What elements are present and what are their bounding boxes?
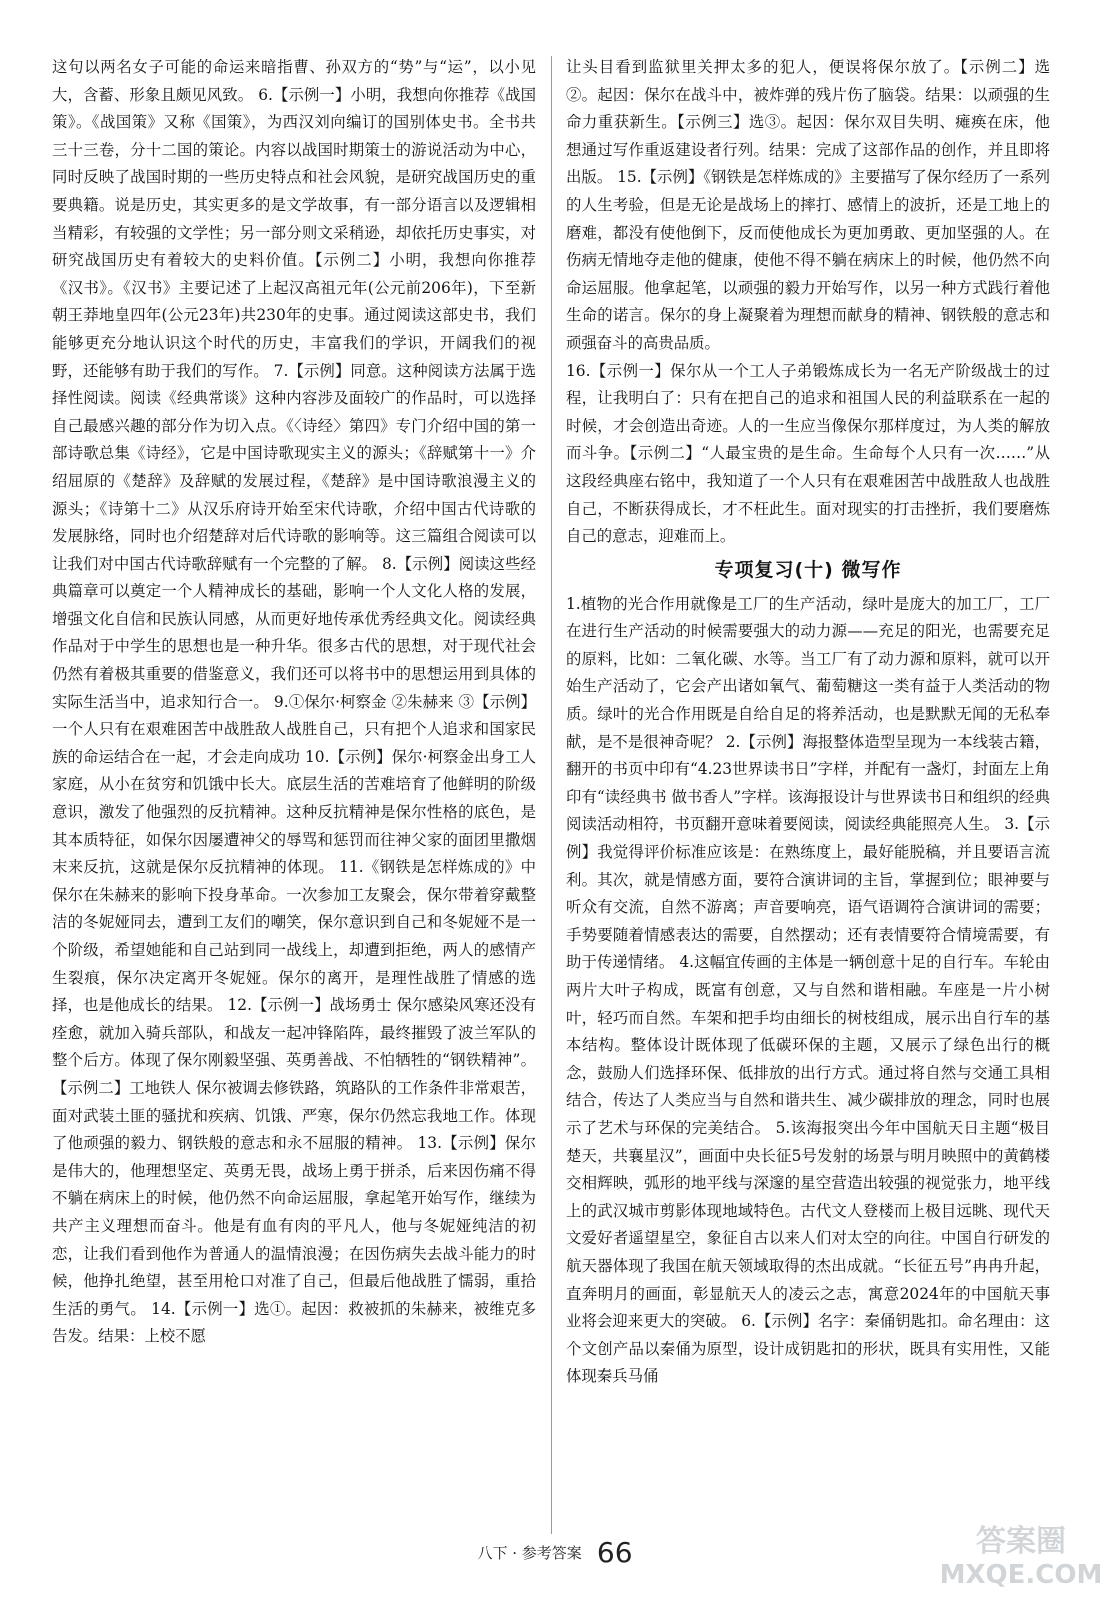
right-column xyxy=(566,54,1050,1391)
column-divider xyxy=(551,56,552,1534)
page-number: 66 xyxy=(596,1536,633,1569)
watermark-logo xyxy=(936,1524,1106,1596)
section-title: 专项复习(十) 微写作 xyxy=(714,558,902,581)
answer-text: 1.植物的光合作用就像是工厂的生产活动，绿叶是庞大的加工厂，工厂在进行生产活动的时候需要强大的动力源——充足的阳光，也需要充足的原料，比如：二氧化碳、水等。当工厂有了动力源和原料，就可以开始生产活动了，它会产出诸如氧气、葡萄糖这一类有益于人类活动的物质。绿叶的光合作用既是自给自足的将养活动，也是默默无闻的无私奉献，是不是很神奇呢？ 2.【示例】海报整体造型呈现为一本线装古籍，翻开的书页中印有“4.23世界读书日”字样，并配有一盏灯，封面左上角印有“读经典书 做书香人”字样。该海报设计与世界读书日和组织的经典阅读活动相符，书页翻开意味着要阅读，阅读经典能照亮人生。 3.【示例】我觉得评价标准应该是：在熟练度上，最好能脱稿，并且要语言流利。其次，就是情感方面，要符合演讲词的主旨，掌握到位；眼神要与听众有交流，自然不游离；声音要响亮，语气语调符合演讲词的需要；手势要随着情感表达的需要，自然摆动；还有表情要符合情境需要，有助于传递情绪。 4.这幅宜传画的主体是一辆创意十足的自行车。车轮由两片大叶子构成，既富有创意，又与自然和谐相融。车座是一片小树叶，轻巧而自然。车架和把手均由细长的树枝组成，展示出自行车的基本结构。整体设计既体现了低碳环保的主题，又展示了绿色出行的概念，鼓励人们选择环保、低排放的出行方式。通过将自然与交通工具相结合，传达了人类应当与自然和谐共生、减少碳排放的理念，同时也展示了艺术与环保的完美结合。 5.该海报突出今年中国航天日主题“极目楚天，共襄星汉”，画面中央长征5号发射的场景与明月映照中的黄鹤楼交相辉映，弧形的地平线与深邃的星空营造出较强的视觉张力，地平线上的武汉城市剪影体现地域特色。古代文人登楼而上极目远眺、现代天文爱好者遥望星空，象征自古以来人们对太空的向往。中国自行研发的航天器体现了我国在航天领域取得的杰出成就。“长征五号”冉冉升起，直奔明月的画面，彰显航天人的凌云之志，寓意2024年的中国航天事业将会迎来更大的突破。 6.【示例】名字：秦俑钥匙扣。命名理由：这个文创产品以秦俑为原型，设计成钥匙扣的形状，既具有实用性，又能体现秦兵马俑 xyxy=(566,594,1050,1386)
left-column xyxy=(52,54,536,1351)
watermark-top: 答案圈 xyxy=(976,1524,1066,1559)
answer-text: 16.【示例一】保尔从一个工人子弟锻炼成长为一名无产阶级战士的过程，让我明白了：只有在把自己的追求和祖国人民的利益联系在一起的时候，才会创造出奇迹。人的一生应当像保尔那样度过，为人类的解放而斗争。【示例二】“人最宝贵的是生命。生命每个人只有一次……”从这段经典座右铭中，我知道了一个人只有在艰难困苦中战胜敌人也战胜自己，不断获得成长，才不枉此生。面对现实的打击挫折，我们要磨炼自己的意志，迎难而上。 xyxy=(566,361,1050,546)
footer-label: 八下 · 参考答案 xyxy=(477,1544,582,1562)
answer-text: 这句以两名女子可能的命运来暗指曹、孙双方的“势”与“运”，以小见大，含蓄、形象且颇见风致。 6.【示例一】小明，我想向你推荐《战国策》。《战国策》又称《国策》，为西汉刘向编订的国别体史书。全书共三十三卷，分十二国的策论。内容以战国时期策士的游说活动为中心，同时反映了战国时期的一些历史特点和社会风貌，是研究战国历史的重要典籍。说是历史，其实更多的是文学故事，有一部分语言以及逻辑相当精彩，有较强的文学性；另一部分则文采稍逊，却依托历史事实，对研究战国历史有着较大的史料价值。【示例二】小明，我想向你推荐《汉书》。《汉书》主要记述了上起汉高祖元年(公元前206年)，下至新朝王莽地皇四年(公元23年)共230年的史事。通过阅读这部史书，我们能够更充分地认识这个时代的历史，丰富我们的学识，开阔我们的视野，还能够有助于我们的写作。 7.【示例】同意。这种阅读方法属于选择性阅读。阅读《经典常谈》这种内容涉及面较广的作品时，可以选择自己最感兴趣的部分作为切入点。《〈诗经〉第四》专门介绍中国的第一部诗歌总集《诗经》，它是中国诗歌现实主义的源头；《辞赋第十一》介绍屈原的《楚辞》及辞赋的发展过程，《楚辞》是中国诗歌浪漫主义的源头；《诗第十二》从汉乐府诗开始至宋代诗歌，介绍中国古代诗歌的发展脉络，同时也介绍楚辞对后代诗歌的影响等。这三篇组合阅读可以让我们对中国古代诗歌辞赋有一个完整的了解。 8.【示例】阅读这些经典篇章可以奠定一个人精神成长的基础，影响一个人文化人格的发展，增强文化自信和民族认同感，从而更好地传承优秀经典文化。阅读经典作品对于中学生的思想也是一种升华。很多古代的思想，对于现代社会仍然有着极其重要的借鉴意义，我们还可以将书中的思想运用到具体的实际生活当中，追求知行合一。 9.①保尔·柯察金 ②朱赫来 ③【示例】一个人只有在艰难困苦中战胜敌人战胜自己，只有把个人追求和国家民族的命运结合在一起，才会走向成功 10.【示例】保尔·柯察金出身工人家庭，从小在贫穷和饥饿中长大。底层生活的苦难培育了他鲜明的阶级意识，激发了他强烈的反抗精神。这种反抗精神是保尔性格的底色，是其本质特征，如保尔因屡遭神父的辱骂和惩罚而往神父家的面团里撒烟末来反抗，这就是保尔反抗精神的体现。 11.《钢铁是怎样炼成的》中保尔在朱赫来的影响下投身革命。一次参加工友聚会，保尔带着穿戴整洁的冬妮娅同去，遭到工友们的嘲笑，保尔意识到自己和冬妮娅不是一个阶级，希望她能和自己站到同一战线上，却遭到拒绝，两人的感情产生裂痕，保尔决定离开冬妮娅。保尔的离开，是理性战胜了情感的选择，也是他成长的结果。 12.【示例一】战场勇士 保尔感染风寒还没有痊愈，就加入骑兵部队，和战友一起冲锋陷阵，最终摧毁了波兰军队的整个后方。体现了保尔刚毅坚强、英勇善战、不怕牺牲的“钢铁精神”。【示例二】工地铁人 保尔被调去修铁路，筑路队的工作条件非常艰苦，面对武装土匪的骚扰和疾病、饥饿、严寒，保尔仍然忘我地工作。体现了他顽强的毅力、钢铁般的意志和永不屈服的精神。 13.【示例】保尔是伟大的，他理想坚定、英勇无畏，战场上勇于拼杀，后来因伤痛不得不躺在病床上的时候，他仍然不向命运屈服，拿起笔开始写作，继续为共产主义理想而奋斗。他是有血有肉的平凡人，他与冬妮娅纯洁的初恋，让我们看到他作为普通人的温情浪漫；在因伤病失去战斗能力的时候，他挣扎绝望，甚至用枪口对准了自己，但最后他战胜了懦弱，重拾生活的勇气。 14.【示例一】选①。起因：救被抓的朱赫来，被维克多告发。结果：上校不愿 xyxy=(52,58,536,1346)
answer-text: 让头目看到监狱里关押太多的犯人，便误将保尔放了。【示例二】选②。起因：保尔在战斗中，被炸弹的残片伤了脑袋。结果：以顽强的生命力重获新生。【示例三】选③。起因：保尔双目失明、瘫痪在床，他想通过写作重返建设者行列。结果：完成了这部作品的创作，并且即将出版。 15.【示例】《钢铁是怎样炼成的》主要描写了保尔经历了一系列的人生考验，但是无论是战场上的摔打、感情上的波折，还是工地上的磨难，都没有使他倒下，反而使他成长为更加勇敢、更加坚强的人。在伤病无情地夺走他的健康，使他不得不躺在病床上的时候，他仍然不向命运屈服。他拿起笔，以顽强的毅力开始写作，以另一种方式践行着他生命的诺言。保尔的身上凝聚着为理想而献身的精神、钢铁般的意志和顽强奋斗的高贵品质。 xyxy=(566,58,1050,352)
watermark-bottom: MXQE.COM xyxy=(939,1560,1103,1590)
